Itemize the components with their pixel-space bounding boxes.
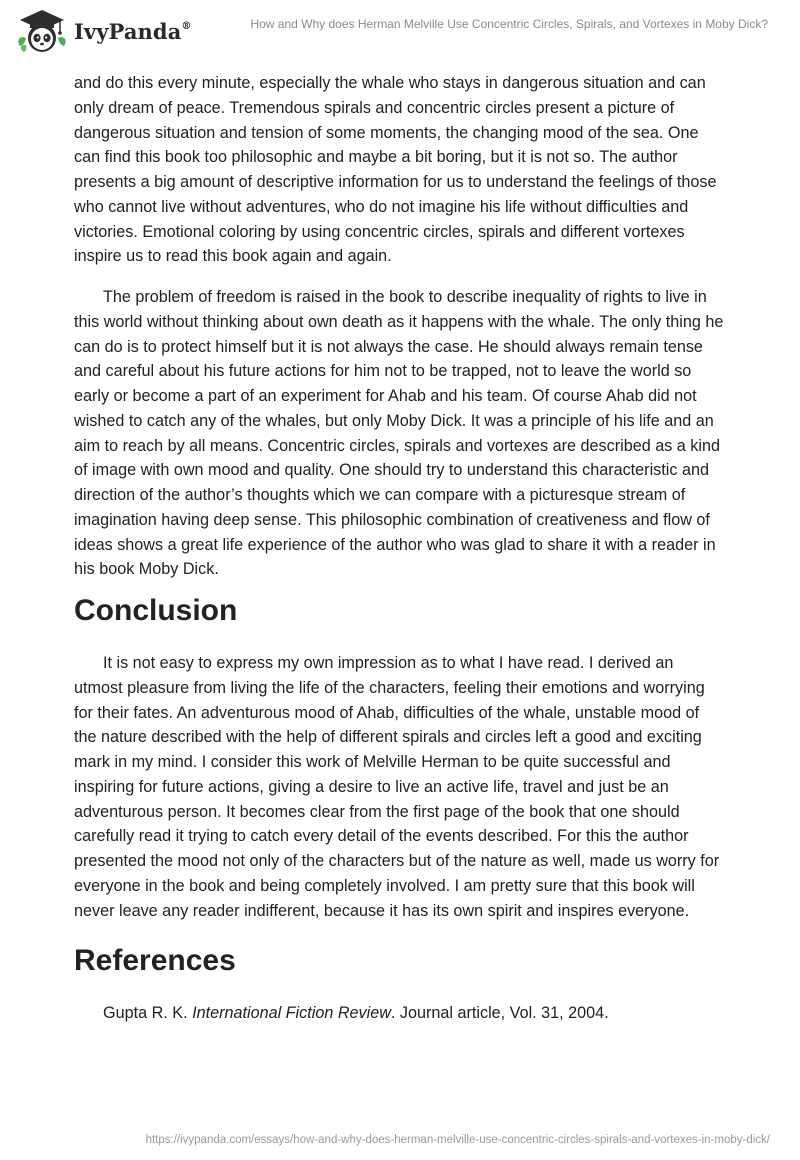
- ivypanda-logo[interactable]: [14, 8, 192, 54]
- body-paragraph-1: and do this every minute, especially the whale who stays in dangerous situation and can only dream of peace. Tremendous spirals and concentric circles present a picture of dangerous situation and tension of some moments, the changing mood of the sea. One can find this book too philosophic and maybe a bit boring, but it is not so. The author presents a big amount of descriptive information for us to understand the feelings of those who cannot live without adventures, who do not imagine his life without difficulties and victories. Emotional coloring by using concentric circles, spirals and different vortexes inspire us to read this book again and again.: [74, 74, 717, 266]
- page-header: [0, 0, 800, 62]
- body-paragraph-2: The problem of freedom is raised in the book to describe inequality of rights to live in this world without thinking about own death as it happens with the whale. The only thing he can do is to protect himself but it is not always the case. He should always remain tense and careful about his future actions for him not to be trapped, not to leave the world so early or become a part of an experiment for Ahab and his team. Of course Ahab did not wished to catch any of the whales, but only Moby Dick. It was a principle of his life and an aim to reach by all means. Concentric circles, spirals and vortexes are described as a kind of image with own mood and quality. One should try to understand this characteristic and direction of the author’s thoughts which we can compare with a picturesque stream of imagination having deep sense. This philosophic combination of creativeness and flow of ideas shows a great life experience of the author who was glad to share it with a reader in his book Moby Dick.: [74, 288, 724, 579]
- document-title: How and Why does Herman Melville Use Concentric Circles, Spirals, and Vortexes in Moby Dick?: [250, 17, 768, 31]
- panda-graduate-icon: [14, 8, 70, 54]
- references-heading: References: [74, 944, 236, 978]
- reference-item: [74, 1001, 724, 1026]
- reference-author: Gupta R. K.: [103, 1004, 193, 1023]
- reference-journal-title: International Fiction Review: [192, 1004, 391, 1023]
- brand-name: IvyPanda®: [74, 18, 192, 44]
- conclusion-heading: Conclusion: [74, 594, 238, 627]
- source-url[interactable]: https://ivypanda.com/essays/how-and-why-does-herman-melville-use-concentric-circles-spirals-and-vortexes-in-moby-dick/: [145, 1134, 770, 1146]
- conclusion-paragraph: It is not easy to express my own impression as to what I have read. I derived an utmost pleasure from living the life of the characters, feeling their emotions and worrying for their fates. An adventurous mood of Ahab, difficulties of the whale, unstable mood of the nature described with the help of different spirals and circles left a good and exciting mark in my mind. I consider this work of Melville Herman to be quite successful and inspiring for future actions, giving a desire to live an active life, travel and just be an adventurous person. It becomes clear from the first page of the book that one should carefully read it trying to catch every detail of the events described. For this the author presented the mood not only of the characters but of the nature as well, made us worry for everyone in the book and being completely involved. I am pretty sure that this book will never leave any reader indifferent, because it has its own spirit and inspires everyone.: [74, 654, 720, 920]
- registered-mark: ®: [181, 20, 192, 32]
- reference-details: . Journal article, Vol. 31, 2004.: [390, 1004, 609, 1023]
- essay-content: [74, 71, 724, 1026]
